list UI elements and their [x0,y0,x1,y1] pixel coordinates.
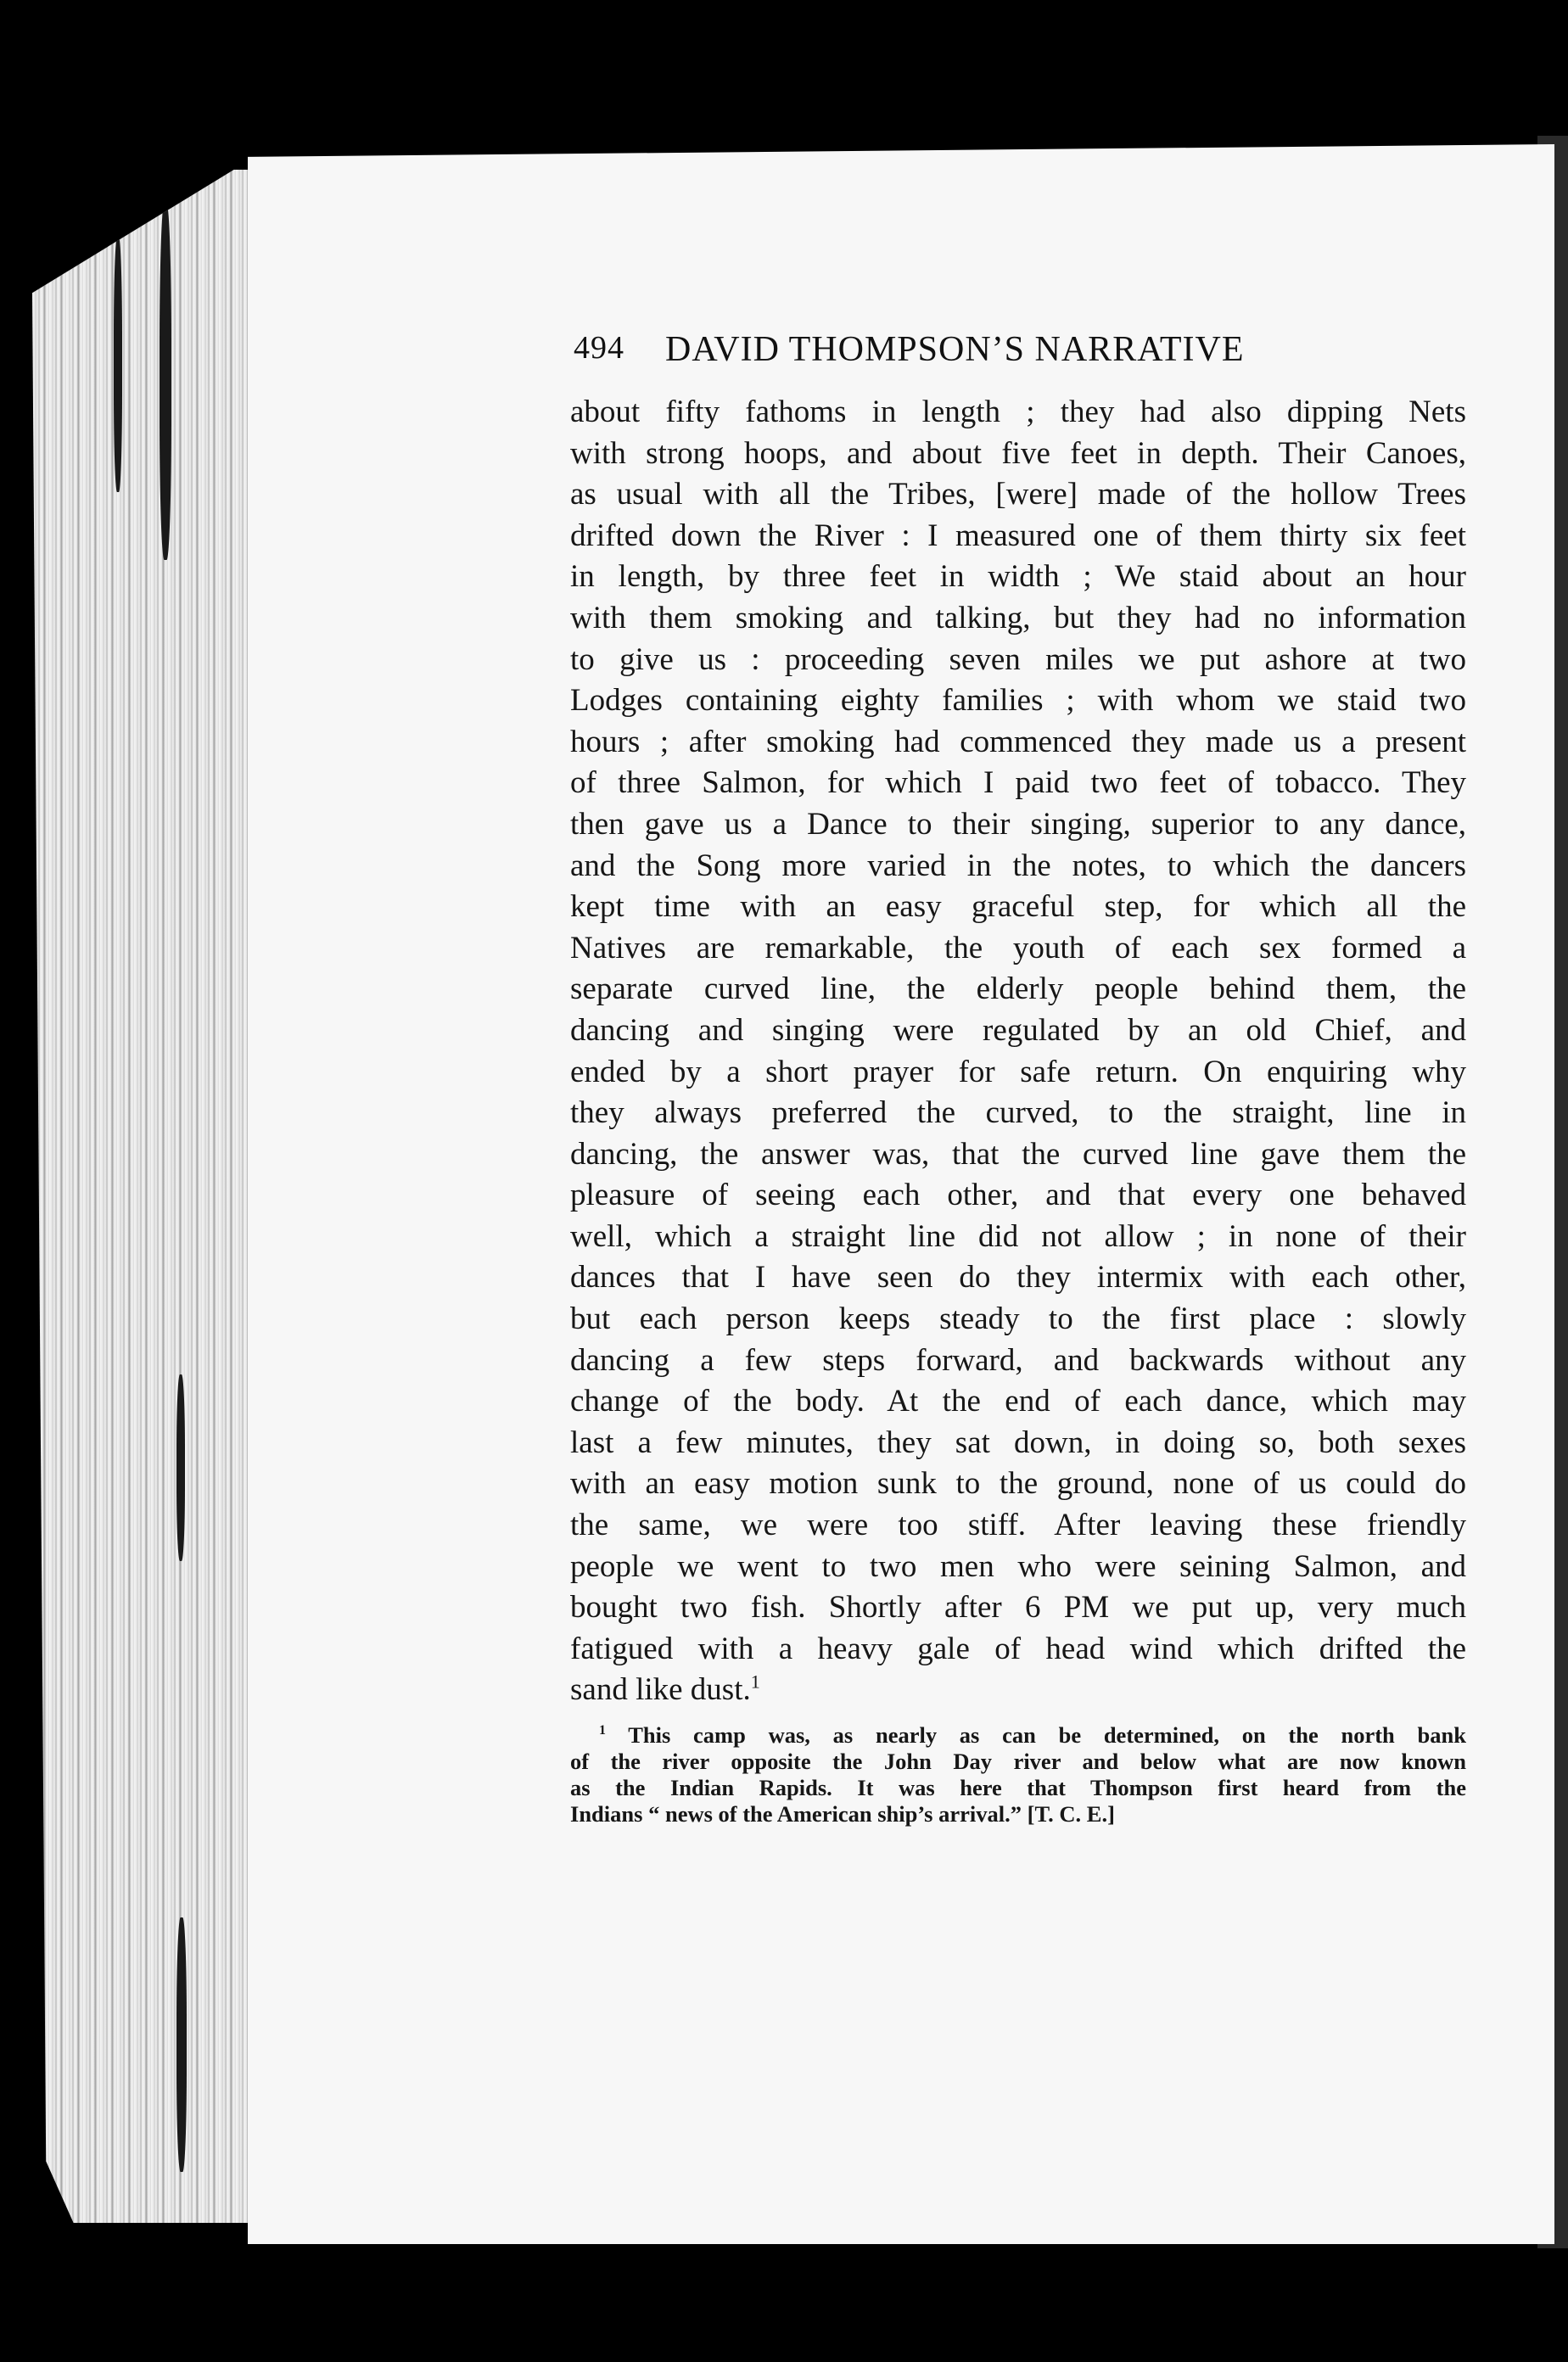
footnote-reference[interactable]: 1 [750,1671,760,1693]
text-line: of three Salmon, for which I paid two feet of tobacco. They [570,765,1466,801]
text-line: well, which a straight line did not allow ; in none of their [570,1218,1466,1254]
edge-shadow [114,238,122,492]
footnote-line: as the Indian Rapids. It was here that Thompson first heard from the [570,1775,1466,1800]
text-line: with strong hoops, and about five feet in depth. Their Canoes, [570,435,1466,471]
text-line: to give us : proceeding seven miles we put ashore at two [570,641,1466,677]
edge-shadow [176,1374,185,1561]
text-line: hours ; after smoking had commenced they made us a present [570,724,1466,759]
edge-shadow [176,1917,187,2172]
text-line: in length, by three feet in width ; We staid about an hour [570,559,1466,595]
text-line: the same, we were too stiff. After leaving these friendly [570,1508,1466,1543]
text-line: about fifty fathoms in length ; they had also dipping Nets [570,395,1466,429]
text-line: and the Song more varied in the notes, to which the dancers [570,848,1466,883]
text-line: last a few minutes, they sat down, in doing so, both sexes [570,1424,1466,1460]
footnote-line [570,1722,1466,1749]
text-line: bought two fish. Shortly after 6 PM we put up, very much [570,1590,1466,1626]
text-line: with an easy motion sunk to the ground, none of us could do [570,1466,1466,1502]
text-line: with them smoking and talking, but they had no information [570,600,1466,635]
edge-shadow [160,204,171,560]
text-line: change of the body. At the end of each dance, which may [570,1384,1466,1419]
footnote-line: Indians “ news of the American ship’s arrival.” [T. C. E.] [570,1801,1115,1827]
book-page-edges [32,170,261,2223]
text-line: dances that I have seen do they intermix with each other, [570,1260,1466,1296]
body-text [570,392,1466,1711]
text-line: drifted down the River : I measured one of them thirty six feet [570,518,1466,553]
footnote-marker: 1 [599,1723,606,1738]
text-line: dancing, the answer was, that the curved line gave them the [570,1136,1466,1172]
text-line-content: sand like dust. [570,1672,751,1708]
text-line: dancing a few steps forward, and backwards without any [570,1342,1466,1378]
text-line: people we went to two men who were seining Salmon, and [570,1548,1466,1584]
text-line: then gave us a Dance to their singing, superior to any dance, [570,806,1466,842]
text-line: pleasure of seeing each other, and that every one behaved [570,1178,1466,1213]
text-line: Lodges containing eighty families ; with whom we staid two [570,683,1466,719]
text-line: they always preferred the curved, to the straight, line in [570,1095,1466,1131]
page-header [574,329,1371,372]
footnote [570,1722,1466,1827]
text-line: ended by a short prayer for safe return. On enquiring why [570,1054,1466,1089]
text-line: separate curved line, the elderly people behind them, the [570,971,1466,1007]
text-line: dancing and singing were regulated by an old Chief, and [570,1012,1466,1048]
page-number: 494 [574,330,624,366]
text-line-last [570,1670,1466,1711]
footnote-line: of the river opposite the John Day river and below what are now known [570,1749,1466,1774]
footnote-text: This camp was, as nearly as can be determined, on the north bank [628,1722,1466,1748]
text-line: Natives are remarkable, the youth of each sex formed a [570,930,1466,966]
running-title: DAVID THOMPSON’S NARRATIVE [665,330,1245,369]
text-line: but each person keeps steady to the first place : slowly [570,1301,1466,1337]
text-line: fatigued with a heavy gale of head wind which drifted the [570,1631,1466,1666]
text-line: kept time with an easy graceful step, for which all the [570,889,1466,925]
text-line: as usual with all the Tribes, [were] made of the hollow Trees [570,477,1466,512]
